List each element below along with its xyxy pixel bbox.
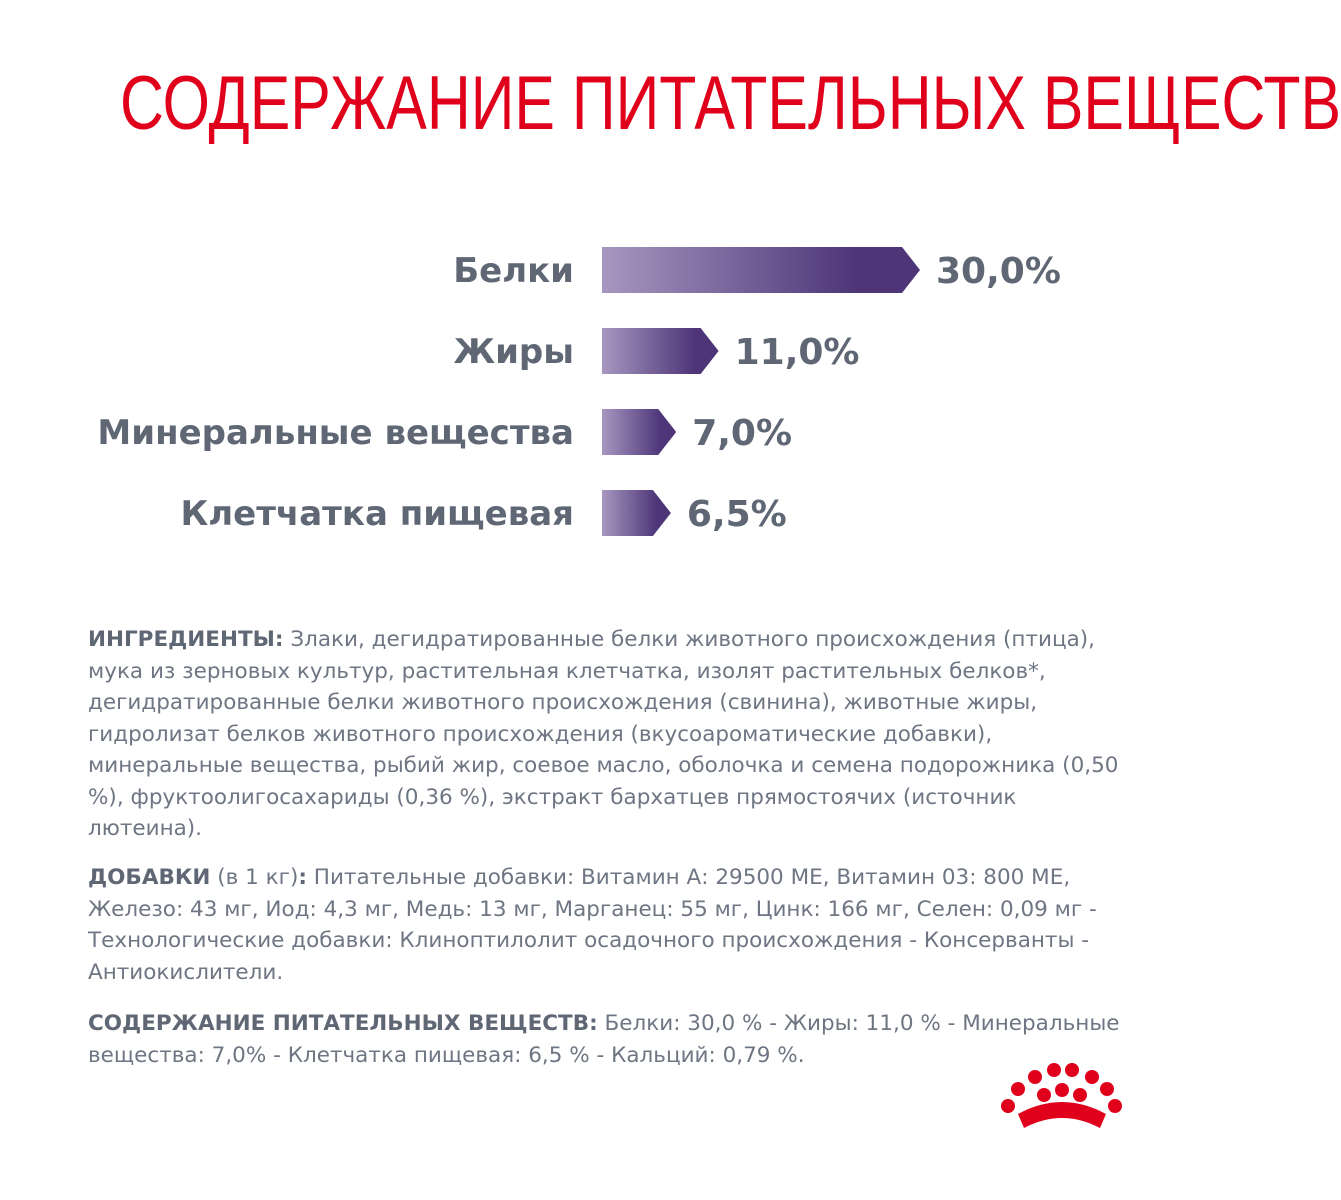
value-label: 11,0%: [734, 332, 860, 373]
value-label: 7,0%: [692, 413, 793, 454]
additives-block: [88, 862, 1128, 988]
category-label: Жиры: [453, 332, 574, 372]
category-label: Белки: [453, 251, 574, 291]
nutrients-label: СОДЕРЖАНИЕ ПИТАТЕЛЬНЫХ ВЕЩЕСТВ:: [88, 1011, 598, 1036]
category-label: Клетчатка пищевая: [180, 494, 574, 534]
nutrients-text: Белки: 30,0 % - Жиры: 11,0 % - Минеральные вещества: 7,0% - Клетчатка пищевая: 6,5 % - Кальций: 0,79 %.: [88, 1011, 1120, 1068]
page-title: СОДЕРЖАНИЕ ПИТАТЕЛЬНЫХ ВЕЩЕСТВ: [120, 61, 1341, 146]
additives-colon: :: [298, 865, 307, 890]
additives-label: ДОБАВКИ: [88, 865, 211, 890]
category-label: Минеральные вещества: [97, 413, 574, 453]
nutrients-block: [88, 1008, 1128, 1071]
additives-text: Питательные добавки: Витамин А: 29500 МЕ, Витамин 03: 800 МЕ, Железо: 43 мг, Иод: 4,3 мг, Медь: 13 мг, Марганец: 55 мг, Цинк: 166 мг, Селен: 0,09 мг - Технологические добавки: Клиноптилолит осадочного происхождения - Консерванты - Антиокислители.: [88, 865, 1097, 985]
bar-3: [602, 409, 676, 455]
bar-4: [602, 490, 671, 536]
value-label: 30,0%: [936, 251, 1061, 292]
value-label: 6,5%: [686, 494, 787, 535]
bar-2: [602, 328, 719, 374]
ingredients-block: [88, 624, 1128, 845]
royal-canin-crown-icon: [996, 1062, 1126, 1142]
bar-1: [602, 247, 920, 293]
ingredients-text: Злаки, дегидратированные белки животного происхождения (птица), мука из зерновых культур, растительная клетчатка, изолят растительных белков*, дегидратированные белки животного происхождения (свинина), животные жиры, гидролизат белков животного происхождения (вкусоароматические добавки), минеральные вещества, рыбий жир, соевое масло, оболочка и семена подорожника (0,50 %), фруктоолигосахариды (0,36 %), экстракт бархатцев прямостоячих (источник лютеина).: [88, 627, 1119, 841]
ingredients-label: ИНГРЕДИЕНТЫ:: [88, 627, 284, 652]
additives-qualifier: (в 1 кг): [210, 865, 299, 890]
